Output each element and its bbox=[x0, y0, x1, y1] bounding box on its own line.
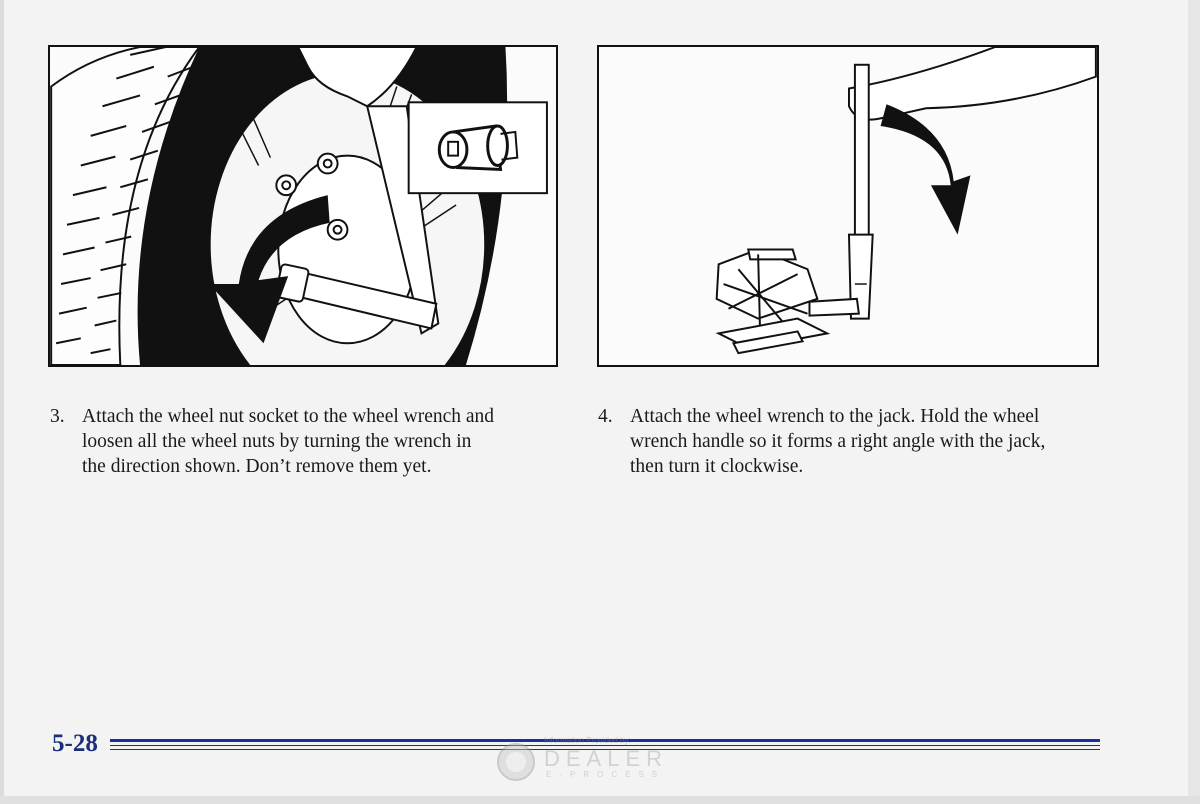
step-number: 4. bbox=[598, 406, 613, 427]
page-edge-left bbox=[0, 0, 4, 804]
step-text: Attach the wheel wrench to the jack. Hold the wheel wrench handle so it forms a right angle with the jack, then turn it clockwise. bbox=[630, 406, 1046, 477]
curved-arrow-clockwise bbox=[881, 104, 971, 234]
step-number: 3. bbox=[50, 406, 65, 427]
wheel-wrench-loosening-nuts-illustration bbox=[48, 45, 558, 367]
page-edge-right bbox=[1188, 0, 1200, 804]
page-edge-bottom bbox=[0, 796, 1200, 804]
step-text: Attach the wheel nut socket to the wheel wrench and loosen all the wheel nuts by turning the wrench in the direction shown. Don’t remove them yet. bbox=[82, 406, 495, 477]
watermark-subtitle: E-PROCESS bbox=[546, 770, 666, 779]
instruction-step-3 bbox=[50, 404, 570, 479]
scissor-jack bbox=[717, 249, 828, 353]
wheel-illustration-svg bbox=[50, 47, 556, 365]
jack-illustration-svg bbox=[599, 47, 1097, 365]
watermark-caption: Information Provided by: bbox=[544, 736, 631, 745]
watermark bbox=[496, 736, 696, 784]
watermark-logo-icon bbox=[496, 742, 536, 782]
wrench-on-jack-illustration bbox=[597, 45, 1099, 367]
wrench-handle bbox=[809, 65, 872, 319]
instruction-step-4 bbox=[598, 404, 1108, 479]
page-number: 5-28 bbox=[52, 730, 98, 757]
socket-inset bbox=[409, 102, 547, 193]
watermark-name: DEALER bbox=[544, 746, 669, 771]
